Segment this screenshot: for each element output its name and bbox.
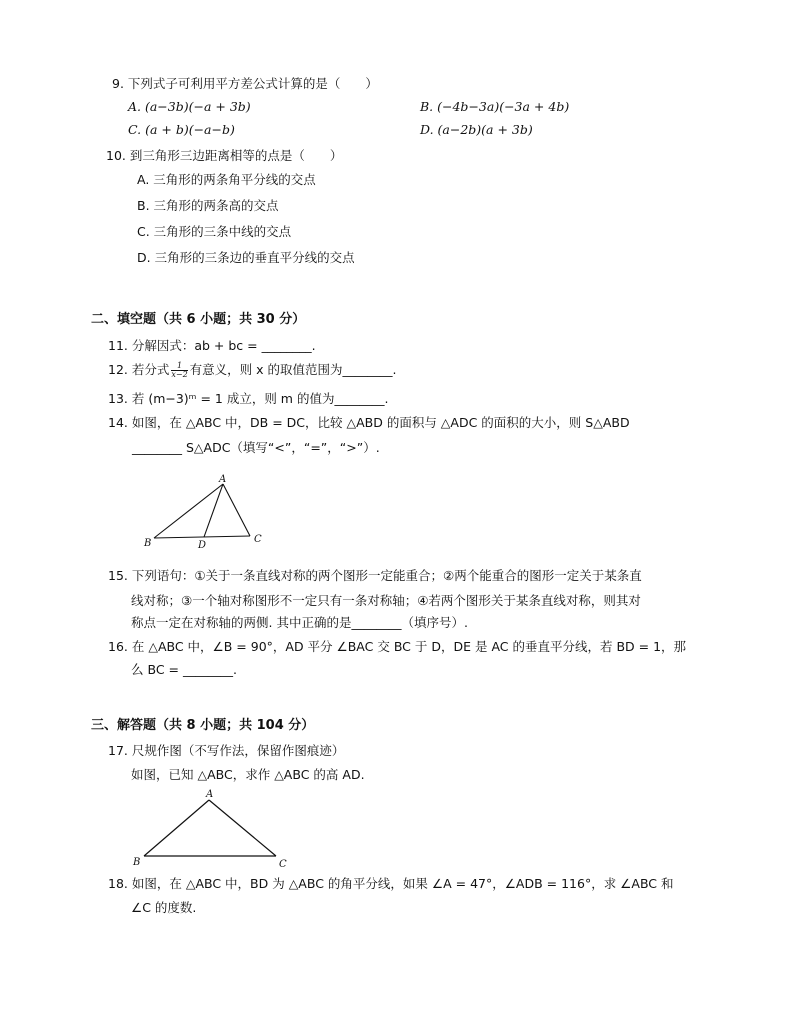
q14-label-a: A	[219, 474, 227, 485]
q12-fraction	[171, 362, 187, 379]
q12-text	[108, 362, 397, 379]
q12-fraction-numerator: 1	[171, 362, 187, 371]
q17-edge-ba	[144, 800, 209, 856]
q11-text: 11. 分解因式：ab + bc = ________.	[108, 338, 316, 353]
q16-line2: 么 BC = ________.	[131, 662, 237, 677]
q10-option-b: B. 三角形的两条高的交点	[137, 198, 279, 213]
q17-label-a: A	[206, 789, 214, 800]
q14-line2: ________ S△ADC（填写“<”，“=”，“>”）.	[132, 440, 380, 455]
q12-prefix: 12. 若分式	[108, 362, 170, 377]
q14-label-b: B	[144, 538, 152, 549]
q9-option-c: C. (a + b)(−a−b)	[128, 122, 235, 137]
q14-edge-ba	[154, 484, 223, 538]
q14-label-c: C	[254, 534, 262, 545]
q14-line1: 14. 如图，在 △ABC 中，DB = DC，比较 △ABD 的面积与 △ADC 的面积的大小，则 S△ABD	[108, 415, 630, 430]
q15-line3: 称点一定在对称轴的两侧. 其中正确的是________（填序号）.	[131, 615, 468, 630]
q17-triangle-figure	[128, 786, 296, 870]
q9-option-b: B. (−4b−3a)(−3a + 4b)	[420, 99, 570, 114]
q17-line2: 如图，已知 △ABC，求作 △ABC 的高 AD.	[131, 767, 365, 782]
q14-edge-bc	[154, 536, 250, 538]
q17-label-c: C	[279, 859, 287, 870]
q18-line2: ∠C 的度数.	[131, 900, 197, 915]
q12-fraction-denominator: x−2	[171, 370, 188, 379]
q9-stem: 9. 下列式子可利用平方差公式计算的是（ ）	[112, 76, 378, 91]
q15-line2: 线对称；③一个轴对称图形不一定只有一条对称轴；④若两个图形关于某条直线对称，则其对	[131, 593, 641, 608]
q9-option-d: D. (a−2b)(a + 3b)	[420, 122, 533, 137]
q13-text: 13. 若 (m−3)ᵐ = 1 成立，则 m 的值为________.	[108, 391, 389, 406]
q17-line1: 17. 尺规作图（不写作法，保留作图痕迹）	[108, 743, 345, 758]
q10-option-d: D. 三角形的三条边的垂直平分线的交点	[137, 250, 355, 265]
q14-edge-ac	[223, 484, 250, 536]
section-2-title: 二、填空题（共 6 小题；共 30 分）	[91, 312, 306, 327]
q17-edge-ac	[209, 800, 276, 856]
q16-line1: 16. 在 △ABC 中，∠B = 90°，AD 平分 ∠BAC 交 BC 于 D，DE 是 AC 的垂直平分线，若 BD = 1，那	[108, 639, 687, 654]
q14-label-d: D	[198, 540, 207, 551]
q9-option-a: A. (a−3b)(−a + 3b)	[128, 99, 251, 114]
section-3-title: 三、解答题（共 8 小题；共 104 分）	[91, 718, 315, 733]
q10-option-c: C. 三角形的三条中线的交点	[137, 224, 292, 239]
q14-triangle-figure	[140, 472, 270, 552]
q10-stem: 10. 到三角形三边距离相等的点是（ ）	[106, 148, 343, 163]
q12-suffix: 有意义，则 x 的取值范围为________.	[189, 362, 397, 377]
q10-option-a: A. 三角形的两条角平分线的交点	[137, 172, 316, 187]
q15-line1: 15. 下列语句：①关于一条直线对称的两个图形一定能重合；②两个能重合的图形一定关于某条直	[108, 568, 642, 583]
q17-label-b: B	[133, 857, 141, 868]
q18-line1: 18. 如图，在 △ABC 中，BD 为 △ABC 的角平分线，如果 ∠A = 47°，∠ADB = 116°，求 ∠ABC 和	[108, 876, 674, 891]
